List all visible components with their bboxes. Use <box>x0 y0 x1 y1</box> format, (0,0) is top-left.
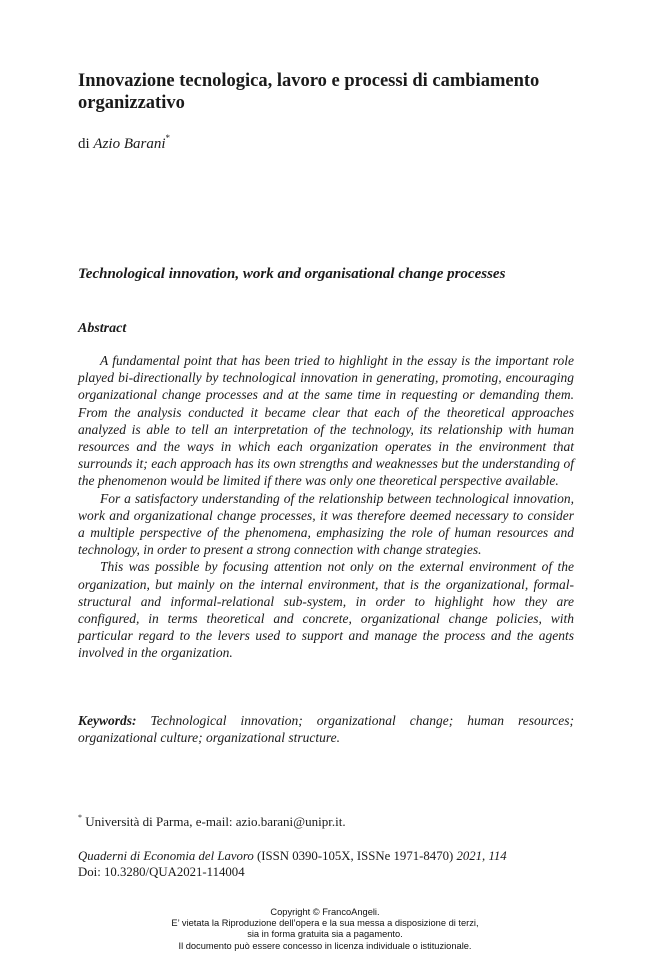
abstract-body <box>78 352 574 662</box>
copyright-line: E’ vietata la Riproduzione dell’opera e la sua messa a disposizione di terzi, <box>171 918 479 929</box>
journal-year-issue: 2021, 114 <box>456 849 507 863</box>
copyright-line: Copyright © FrancoAngeli. <box>270 907 380 917</box>
journal-line <box>78 848 507 864</box>
journal-doi: Doi: 10.3280/QUA2021-114004 <box>78 865 245 879</box>
author-footnote-mark: * <box>165 133 171 143</box>
footnote-text: Università di Parma, e-mail: azio.barani@unipr.it. <box>85 814 346 829</box>
copyright-line: sia in forma gratuita sia a pagamento. <box>247 929 403 940</box>
keywords <box>78 712 574 746</box>
keywords-label: Keywords: <box>78 713 137 728</box>
abstract-paragraph: For a satisfactory understanding of the relationship between technological innovation, work and organizational change processes, it was therefore deemed necessary to consider a multiple perspective of the phenomena, emphasizing the role of human resources and technology, in order to present a strong connection with change strategies. <box>78 490 574 558</box>
copyright-line: Il documento può essere concesso in licenza individuale o istituzionale. <box>178 940 472 951</box>
copyright-notice <box>130 907 520 952</box>
author-footnote <box>78 814 346 830</box>
author-name: Azio Barani <box>93 136 166 152</box>
journal-name: Quaderni di Economia del Lavoro <box>78 849 254 863</box>
abstract-heading: Abstract <box>78 321 127 336</box>
article-title: Innovazione tecnologica, lavoro e processi di cambiamento organizzativo <box>78 71 540 113</box>
abstract-paragraph: A fundamental point that has been tried to highlight in the essay is the important role played bi-directionally by technological innovation in generating, promoting, encouraging organizational change processes and at the same time in requesting or demanding them. From the analysis conducted it became clear that each of the theoretical approaches analyzed is able to tell an interpretation of the technology, its relationship with human resources and the ways in which each organization operates in the environment that surrounds it; each approach has its own strengths and weaknesses but the understanding of the phenomenon would be limited if there was only one theoretical perspective available. <box>78 353 574 489</box>
author-byline <box>78 135 170 153</box>
journal-issn: (ISSN 0390-105X, ISSNe 1971-8470) <box>257 849 454 863</box>
keywords-text: Technological innovation; organizational change; human resources; organizational culture; organizational structure. <box>78 713 575 746</box>
byline-prefix: di <box>78 136 90 152</box>
footnote-mark: * <box>78 813 82 822</box>
english-title: Technological innovation, work and organisational change processes <box>78 266 506 282</box>
journal-citation <box>78 848 507 880</box>
abstract-paragraph: This was possible by focusing attention not only on the external environment of the organization, but mainly on the internal environment, that is the organizational, formal-structural and informal-relational sub-system, in order to highlight how they are configured, in terms theoretical and concrete, organizational change policies, with particular regard to the levers used to support and manage the process and the agents involved in the organization. <box>78 559 574 661</box>
